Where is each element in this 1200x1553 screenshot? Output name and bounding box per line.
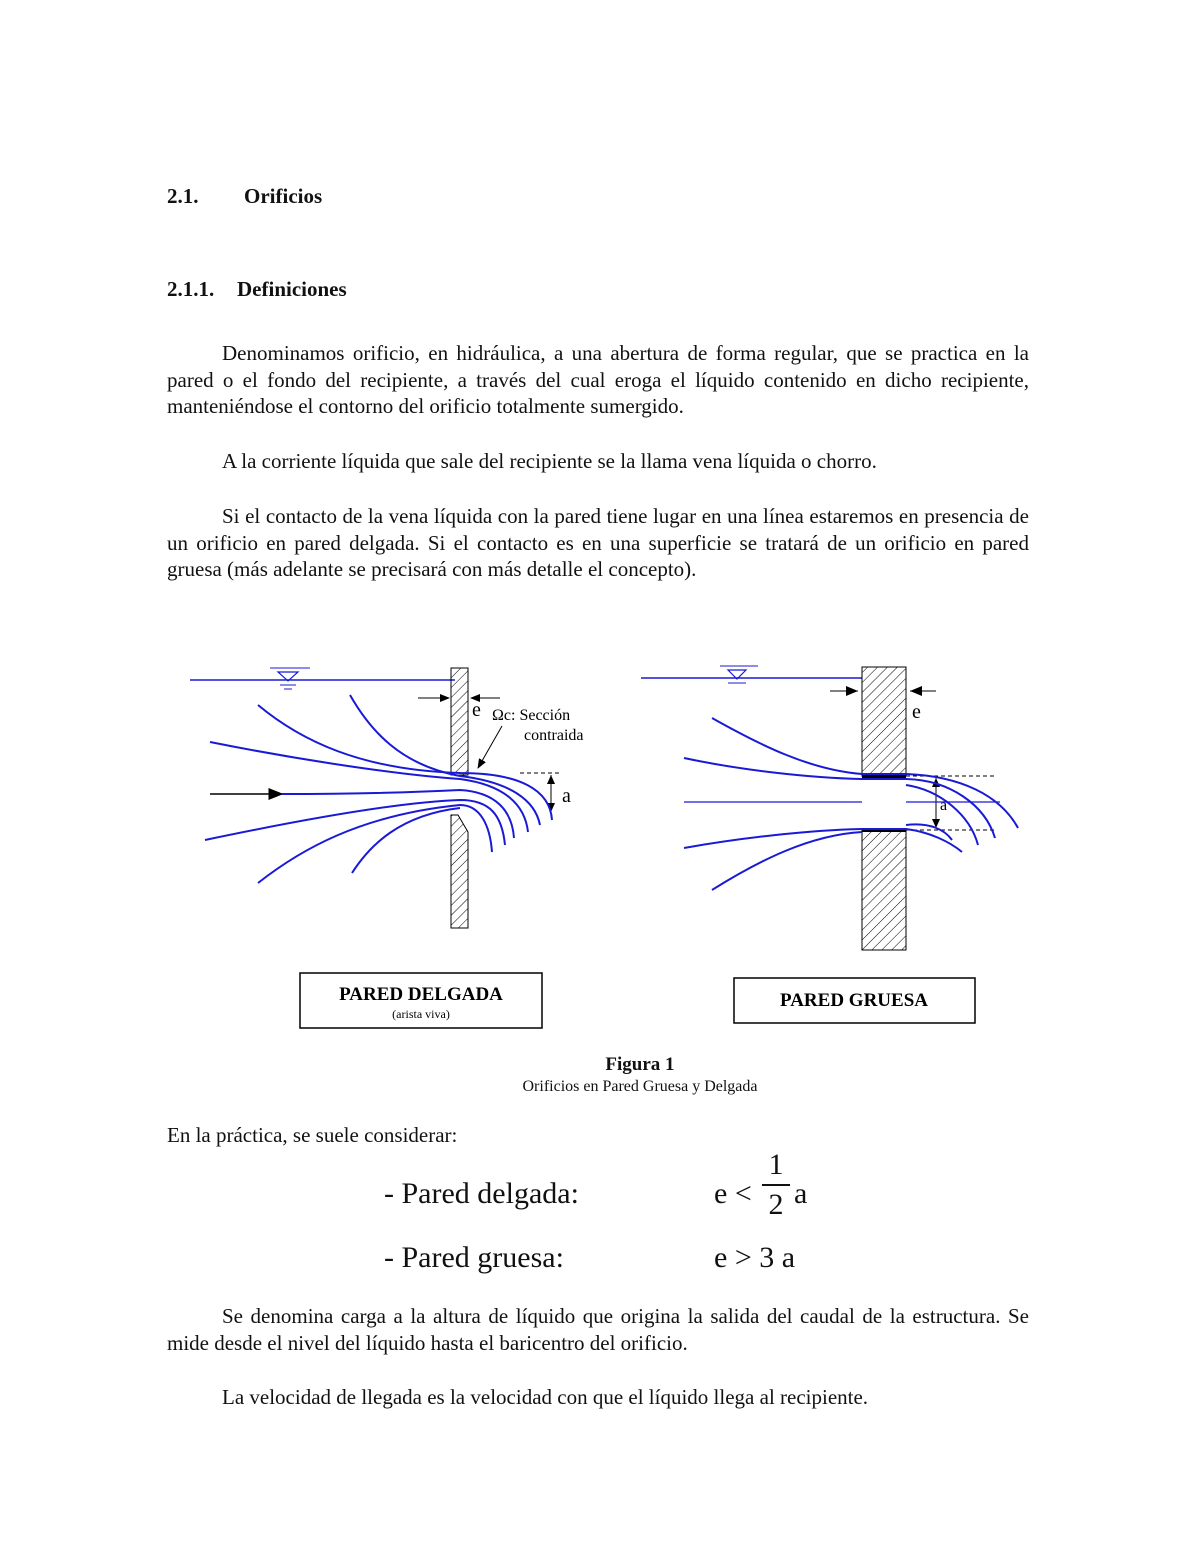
thin-wall-lower <box>451 815 468 928</box>
orifice-figure <box>0 640 1200 1040</box>
thin-wall-rule-rhs: a <box>794 1177 808 1210</box>
subsection-number: 2.1.1. <box>167 277 215 301</box>
paragraph-definition: Denominamos orificio, en hidráulica, a una abertura de forma regular, que se practica en la pared o el fondo del recipiente, a través del cual eroga el líquido contenido en dicho recipiente, manteniéndose el contorno del orificio totalmente sumergido. <box>167 341 1029 418</box>
thick-wall-rule-label: - Pared gruesa: <box>384 1241 564 1274</box>
water-level-symbol-left-icon <box>270 668 310 689</box>
omega-label: Ωc: Sección <box>492 707 571 724</box>
thick-e-label: e <box>912 701 921 723</box>
thick-wall-box-title: PARED GRUESA <box>780 990 928 1011</box>
thick-streamlines <box>684 718 1018 890</box>
thick-wall-lower <box>862 830 906 950</box>
section-title: Orificios <box>244 184 323 208</box>
thin-wall-box-title: PARED DELGADA <box>339 984 503 1005</box>
paragraph-velocidad: La velocidad de llegada es la velocidad con que el líquido llega al recipiente. <box>222 1385 869 1409</box>
water-level-symbol-right-icon <box>720 666 758 683</box>
thin-e-label: e <box>472 699 481 721</box>
section-number: 2.1. <box>167 184 199 208</box>
thin-wall-diagram <box>190 668 584 1028</box>
paragraph-vena-liquida: A la corriente líquida que sale del recipiente se la llama vena líquida o chorro. <box>222 449 877 473</box>
thin-wall-rule-lhs: e < <box>714 1177 752 1210</box>
paragraph-practica: En la práctica, se suele considerar: <box>167 1123 458 1147</box>
figure-caption-title: Figura 1 <box>605 1054 675 1075</box>
thin-wall-upper <box>451 668 468 775</box>
fraction-bar <box>762 1184 790 1186</box>
thick-wall-diagram <box>641 666 1018 1023</box>
thin-wall-box-sub: (arista viva) <box>392 1007 450 1021</box>
thick-wall-upper <box>862 667 906 776</box>
thin-wall-rule-label: - Pared delgada: <box>384 1177 579 1210</box>
thin-wall-fraction <box>754 1150 798 1220</box>
thick-a-label: a <box>940 797 948 814</box>
figure-caption-subtitle: Orificios en Pared Gruesa y Delgada <box>522 1078 758 1095</box>
fraction-denominator: 2 <box>768 1188 784 1221</box>
thick-wall-rule-expr: e > 3 a <box>714 1241 796 1274</box>
contraida-label: contraida <box>524 727 584 744</box>
paragraph-carga: Se denomina carga a la altura de líquido que origina la salida del caudal de la estructura. Se mide desde el nivel del líquido hasta el baricentro del orificio. <box>167 1304 1029 1355</box>
section-heading <box>167 184 322 209</box>
thin-a-label: a <box>562 785 571 807</box>
paragraph-contacto: Si el contacto de la vena líquida con la pared tiene lugar en una línea estaremos en presencia de un orificio en pared delgada. Si el contacto es en una superficie se tratará de un orificio en pared gruesa (más adelante se precisará con más detalle el concepto). <box>167 504 1029 581</box>
subsection-title: Definiciones <box>237 277 347 301</box>
fraction-numerator: 1 <box>768 1148 784 1181</box>
subsection-heading <box>167 277 347 302</box>
